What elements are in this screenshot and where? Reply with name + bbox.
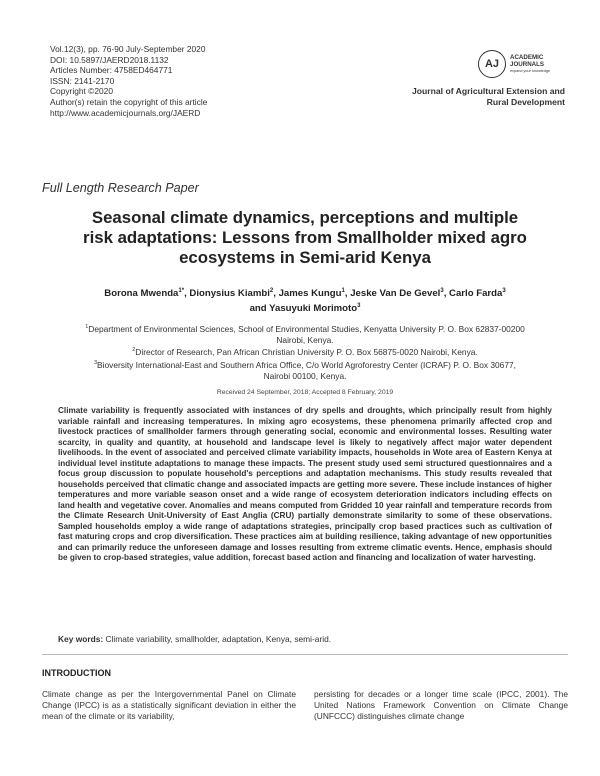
meta-line: Articles Number: 4758ED464771 [50, 65, 173, 76]
meta-line: Copyright ©2020 [50, 86, 113, 97]
meta-line: DOI: 10.5897/JAERD2018.1132 [50, 54, 169, 65]
author-affil-ref: 3 [502, 288, 506, 294]
author-name: Carlo Farda [449, 288, 503, 300]
author-name: and Yasuyuki Morimoto [249, 303, 358, 315]
keywords-text: Climate variability, smallholder, adaptation, Kenya, semi-arid. [105, 634, 332, 644]
author-affil-ref: 3 [440, 288, 444, 294]
title-line: Seasonal climate dynamics, perceptions and multiple [91, 208, 519, 227]
affiliation-text: Department of Environmental Sciences, School of Environmental Studies, Kenyatta University P. O. Box 62837-00200 [88, 323, 525, 334]
author-name: Jeske Van De Gevel [350, 288, 441, 300]
logo-initials: AJ [478, 50, 506, 78]
author-line [40, 285, 570, 300]
paper-type: Full Length Research Paper [42, 181, 199, 195]
journal-name [385, 86, 565, 108]
author-affil-ref: 1* [178, 288, 185, 294]
logo-text [510, 54, 550, 75]
title-line: risk adaptations: Lessons from Smallholder mixed agro [83, 228, 527, 247]
keywords-label: Key words: [58, 634, 104, 644]
author-line [40, 300, 570, 315]
author-affil-ref: 2 [269, 288, 274, 294]
affiliations [40, 322, 570, 381]
author-sep: , [344, 288, 351, 300]
affiliation-number: 3 [93, 359, 98, 366]
journal-name-line2: Rural Development [486, 97, 565, 107]
logo-tagline: expand your knowledge [510, 68, 551, 73]
affiliation-text: Bioversity International-East and Southern Africa Office, C/o World Agroforestry Center (ICRAF) P. O. Box 30677, [97, 359, 516, 370]
title-line: ecosystems in Semi-arid Kenya [179, 248, 431, 267]
affiliation [40, 358, 570, 381]
logo-name-line1: ACADEMIC [510, 53, 544, 61]
affiliation-number: 2 [132, 347, 136, 354]
affiliation [40, 345, 570, 358]
section-divider [42, 654, 568, 655]
affiliation-text: Nairobi 00100, Kenya. [263, 370, 347, 381]
author-sep: , [443, 288, 450, 300]
author-list [40, 285, 570, 315]
paper-title [40, 208, 570, 268]
author-affil-ref: 1 [341, 288, 345, 294]
article-metadata [50, 44, 207, 118]
received-dates: Received 24 September, 2018; Accepted 8 February, 2019 [216, 389, 394, 396]
meta-line: ISSN: 2141-2170 [50, 75, 115, 86]
section-heading: INTRODUCTION [42, 668, 111, 678]
author-sep: , [273, 288, 279, 300]
author-sep: , [184, 288, 190, 300]
journal-name-line1: Journal of Agricultural Extension and [412, 86, 565, 96]
abstract: Climate variability is frequently associated with instances of dry spells and droughts, which principally result from highly variable rainfall and increasing temperatures. In mixing agro ecosystems, these phenomena primarily affected crop and livestock practices of smallholder farmers through generating social, economic and environmental losses. Resulting water scarcity, in quality and quantity, at household and landscape level is likely to negatively affect major water dependent livelihoods. In the event of associated and perceived climate variability impacts, households in Wote area of Eastern Kenya at individual level institute adaptations to manage these impacts. The present study used semi structured questionnaires and a focus group discussion to populate household's perceptions and adaptation mechanisms. This study results revealed that households perceived that climatic change and associated impacts are getting more severe. These include instances of higher temperatures and more variable season onset and a wide range of ecosystem deterioration indicators including effects on land health and vegetative cover. Anomalies and means computed from Gridded 10 year rainfall and temperature records from the Climate Research Unit-University of East Anglia (CRU) partially demonstrate similarity to some of these observations. Sampled households employ a wide range of adaptations strategies, principally crop based practices such as cultivation of fast maturing crops and crop diversification. These practices aim at building resilience, taking advantage of new opportunities and can primarily reduce the unforeseen damage and losses resulting from extreme climatic events. Hence, emphasis should be given to crop-based strategies, value addition, forecast based action and financing and localization of water harvesting. [58, 406, 552, 562]
affiliation-text: Nairobi, Kenya. [276, 334, 334, 345]
keywords [58, 634, 552, 644]
meta-line: Vol.12(3), pp. 76-90 July-September 2020 [50, 44, 206, 54]
author-name: Borona Mwenda [104, 288, 179, 300]
author-name: James Kungu [278, 288, 342, 300]
body-column-left: Climate change as per the Intergovernmental Panel on Climate Change (IPCC) is as a statistically significant deviation in either the mean of the climate or its variability, [42, 689, 296, 721]
logo-name-line2: JOURNALS [510, 60, 545, 68]
author-affil-ref: 3 [357, 303, 361, 310]
academic-journals-logo [478, 50, 550, 78]
author-name: Dionysius Kiambi [189, 288, 270, 300]
affiliation [40, 322, 570, 345]
body-column-right: persisting for decades or a longer time scale (IPCC, 2001). The United Nations Framework Convention on Climate Change (UNFCCC) distinguishes climate change [314, 689, 568, 721]
affiliation-number: 1 [85, 324, 89, 330]
meta-line: Author(s) retain the copyright of this article [50, 96, 208, 107]
journal-url-link[interactable]: http://www.academicjournals.org/JAERD [50, 107, 201, 118]
affiliation-text: Director of Research, Pan African Christian University P. O. Box 56875-0020 Nairobi, Kenya. [135, 347, 478, 358]
